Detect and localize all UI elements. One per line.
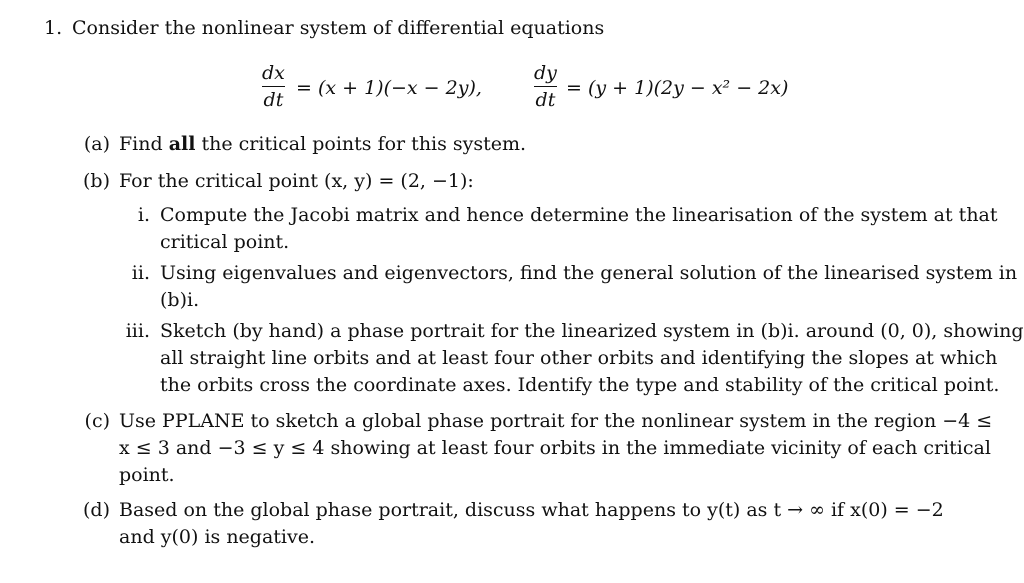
fraction-bar — [262, 86, 285, 87]
part-label: (a) — [83, 133, 110, 155]
part-label: (c) — [84, 410, 110, 432]
problem-number: 1. — [44, 17, 63, 39]
part-text: Find all the critical points for this system. — [119, 133, 527, 155]
fraction-numerator: dy — [534, 62, 557, 84]
part-line: point. — [119, 464, 175, 486]
fraction-numerator: dx — [262, 62, 285, 84]
subpart-line: the orbits cross the coordinate axes. Identify the type and stability of the critical point. — [160, 374, 1000, 396]
part-text: For the critical point (x, y) = (2, −1): — [119, 170, 474, 192]
subpart-label: iii. — [125, 320, 150, 342]
fraction-dy-dt — [534, 62, 557, 111]
subpart-line: Compute the Jacobi matrix and hence determine the linearisation of the system at that — [160, 204, 998, 226]
subpart-line: Sketch (by hand) a phase portrait for the linearized system in (b)i. around (0, 0), showing — [160, 320, 1024, 342]
fraction-dx-dt — [262, 62, 285, 111]
problem-intro: Consider the nonlinear system of differential equations — [72, 17, 605, 39]
fraction-denominator: dt — [535, 89, 556, 111]
part-label: (b) — [83, 170, 110, 192]
equation-rhs: = (y + 1)(2y − x² − 2x) — [566, 77, 789, 99]
subpart-label: ii. — [131, 262, 150, 284]
subpart-line: critical point. — [160, 231, 290, 253]
emphasis-all: all — [168, 133, 196, 155]
fraction-bar — [534, 86, 557, 87]
fraction-denominator: dt — [263, 89, 284, 111]
part-line: Based on the global phase portrait, discuss what happens to y(t) as t → ∞ if x(0) = −2 — [119, 499, 944, 521]
part-label: (d) — [83, 499, 110, 521]
subpart-label: i. — [137, 204, 150, 226]
part-line: Use PPLANE to sketch a global phase portrait for the nonlinear system in the region −4 ≤ — [119, 410, 993, 432]
part-line: and y(0) is negative. — [119, 526, 316, 548]
part-line: x ≤ 3 and −3 ≤ y ≤ 4 showing at least four orbits in the immediate vicinity of each critical — [119, 437, 991, 459]
subpart-line: Using eigenvalues and eigenvectors, find the general solution of the linearised system in — [160, 262, 1018, 284]
equation-rhs: = (x + 1)(−x − 2y), — [296, 77, 482, 99]
subpart-line: (b)i. — [160, 289, 200, 311]
subpart-line: all straight line orbits and at least four other orbits and identifying the slopes at which — [160, 347, 998, 369]
